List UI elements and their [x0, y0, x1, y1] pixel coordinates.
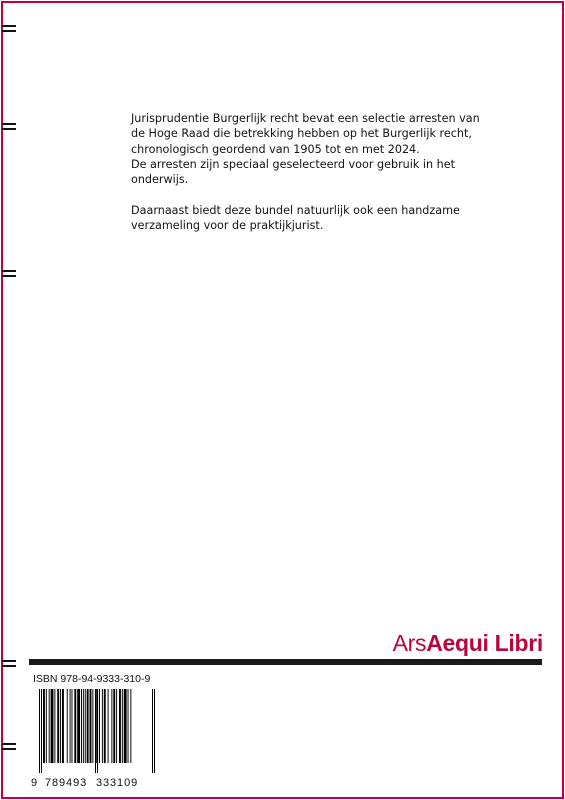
barcode-guard-bar: [41, 689, 42, 773]
barcode-bar: [60, 689, 61, 763]
barcode-bar: [49, 689, 50, 763]
barcode-bar: [57, 689, 59, 763]
barcode-bar: [122, 689, 123, 763]
blurb-paragraph-1b: De arresten zijn speciaal geselecteerd voor gebruik in het onderwijs.: [131, 157, 456, 187]
crop-mark: [2, 123, 16, 125]
barcode-bar: [99, 689, 100, 763]
divider-rule: [29, 659, 542, 665]
barcode-bar: [67, 689, 68, 763]
barcode-guard-bar: [154, 689, 155, 773]
back-cover-blurb: [131, 111, 496, 249]
crop-mark: [2, 25, 16, 27]
barcode-bar: [46, 689, 47, 763]
barcode-bar: [113, 689, 115, 763]
barcode-bar: [108, 689, 109, 763]
barcode-bar: [70, 689, 71, 763]
barcode-digits-right: 333109: [96, 777, 139, 789]
crop-mark: [2, 270, 16, 272]
crop-mark: [2, 665, 16, 667]
barcode-bar: [43, 689, 45, 763]
crop-mark: [2, 275, 16, 277]
barcode-bar: [92, 689, 93, 763]
crop-mark: [2, 660, 16, 662]
barcode-bar: [102, 689, 103, 763]
logo-part-ars: Ars: [392, 630, 427, 656]
barcode-bar: [116, 689, 117, 763]
barcode-guard-bar: [97, 689, 98, 773]
barcode-bar: [77, 689, 80, 763]
barcode-bar: [54, 689, 55, 763]
barcode-bar: [130, 689, 131, 763]
crop-mark: [2, 30, 16, 32]
barcode-bar: [124, 689, 127, 763]
blurb-paragraph-1: Jurisprudentie Burgerlijk recht bevat een selectie arresten van de Hoge Raad die betrekking hebben op het Burgerlijk recht, chronologisch geordend van 1905 tot en met 2024.: [131, 112, 480, 156]
barcode-guard-bar: [152, 689, 153, 773]
barcode-bar: [128, 689, 129, 763]
isbn-label: ISBN 978-94-9333-310-9: [33, 673, 151, 685]
barcode-bar: [111, 689, 112, 763]
barcode-bar: [90, 689, 92, 763]
barcode-bar: [119, 689, 121, 763]
barcode-bar: [72, 689, 73, 763]
blurb-paragraph-2: Daarnaast biedt deze bundel natuurlijk ook een handzame verzameling voor de praktijkjurist.: [131, 203, 460, 233]
barcode-bar: [62, 689, 64, 763]
barcode-bar: [85, 689, 86, 763]
barcode-bar: [87, 689, 89, 763]
barcode-digits-left: 789493: [45, 777, 88, 789]
barcode-guard-bar: [95, 689, 96, 773]
isbn-barcode: [33, 689, 163, 777]
publisher-logo: [393, 630, 543, 657]
barcode-digit-first: 9: [31, 777, 38, 789]
crop-mark: [2, 748, 16, 750]
barcode-bar: [104, 689, 106, 763]
barcode-bar: [51, 689, 54, 763]
barcode-bar: [81, 689, 82, 763]
barcode-guard-bar: [39, 689, 40, 773]
barcode-bar: [74, 689, 76, 763]
crop-mark: [2, 743, 16, 745]
crop-mark: [2, 128, 16, 130]
barcode-bar: [83, 689, 84, 763]
logo-part-aequi-libri: Aequi Libri: [426, 630, 543, 656]
